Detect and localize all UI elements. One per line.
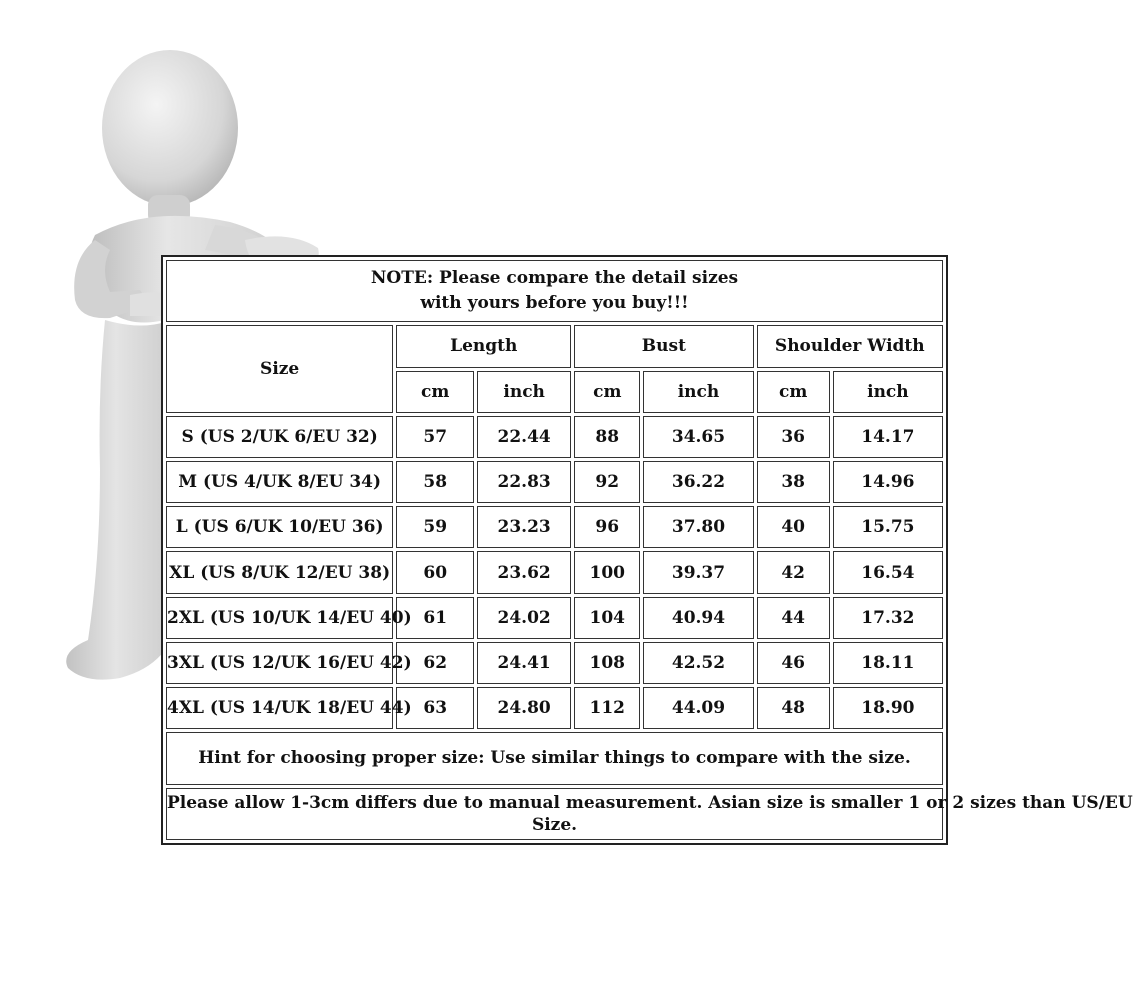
cell-bust-cm: 112 [574,687,640,729]
unit-length-cm: cm [396,371,474,413]
table-row [166,461,943,503]
size-table [163,257,1133,843]
cell-length-inch: 24.02 [477,597,571,639]
header-shoulder-width: Shoulder Width [757,325,943,367]
row-size-label: M (US 4/UK 8/EU 34) [166,461,393,503]
mannequin-leg [66,320,165,680]
cell-length-inch: 24.80 [477,687,571,729]
row-size-label: 2XL (US 10/UK 14/EU 40) [166,597,393,639]
cell-bust-inch: 44.09 [643,687,753,729]
cell-bust-inch: 39.37 [643,551,753,593]
unit-length-inch: inch [477,371,571,413]
cell-length-inch: 22.44 [477,416,571,458]
cell-bust-inch: 40.94 [643,597,753,639]
cell-shoulder-cm: 36 [757,416,830,458]
cell-length-inch: 23.62 [477,551,571,593]
cell-bust-inch: 37.80 [643,506,753,548]
header-length: Length [396,325,571,367]
cell-length-cm: 63 [396,687,474,729]
cell-shoulder-cm: 38 [757,461,830,503]
cell-shoulder-cm: 40 [757,506,830,548]
unit-shoulder-cm: cm [757,371,830,413]
cell-length-inch: 24.41 [477,642,571,684]
cell-bust-cm: 100 [574,551,640,593]
table-row [166,597,943,639]
cell-length-inch: 22.83 [477,461,571,503]
cell-bust-inch: 42.52 [643,642,753,684]
hint-cell: Hint for choosing proper size: Use similar things to compare with the size. [166,732,943,784]
row-size-label: 4XL (US 14/UK 18/EU 44) [166,687,393,729]
cell-length-cm: 61 [396,597,474,639]
cell-length-cm: 62 [396,642,474,684]
allow-line-2: Size. [531,814,578,835]
mannequin-head [102,50,238,206]
header-bust: Bust [574,325,753,367]
allow-note-cell [166,788,1133,840]
cell-length-inch: 23.23 [477,506,571,548]
unit-shoulder-inch: inch [833,371,943,413]
cell-shoulder-cm: 48 [757,687,830,729]
row-size-label: 3XL (US 12/UK 16/EU 42) [166,642,393,684]
cell-bust-cm: 92 [574,461,640,503]
cell-bust-cm: 104 [574,597,640,639]
note-line-1: NOTE: Please compare the detail sizes [370,268,739,289]
cell-bust-inch: 36.22 [643,461,753,503]
cell-shoulder-inch: 16.54 [833,551,943,593]
size-chart-sheet [161,255,1133,845]
row-size-label: XL (US 8/UK 12/EU 38) [166,551,393,593]
cell-shoulder-inch: 14.96 [833,461,943,503]
table-row [166,687,943,729]
note-line-2: with yours before you buy!!! [420,293,689,314]
cell-bust-cm: 108 [574,642,640,684]
cell-shoulder-inch: 14.17 [833,416,943,458]
unit-bust-cm: cm [574,371,640,413]
row-size-label: L (US 6/UK 10/EU 36) [166,506,393,548]
cell-shoulder-inch: 18.11 [833,642,943,684]
header-size: Size [166,325,393,412]
cell-shoulder-cm: 44 [757,597,830,639]
cell-shoulder-inch: 17.32 [833,597,943,639]
cell-shoulder-cm: 46 [757,642,830,684]
cell-length-cm: 59 [396,506,474,548]
table-row [166,506,943,548]
cell-length-cm: 60 [396,551,474,593]
unit-bust-inch: inch [643,371,753,413]
cell-bust-inch: 34.65 [643,416,753,458]
table-row [166,642,943,684]
row-size-label: S (US 2/UK 6/EU 32) [166,416,393,458]
table-row [166,416,943,458]
cell-shoulder-inch: 18.90 [833,687,943,729]
cell-length-cm: 58 [396,461,474,503]
table-row [166,551,943,593]
note-cell [166,260,943,322]
cell-length-cm: 57 [396,416,474,458]
cell-bust-cm: 88 [574,416,640,458]
cell-bust-cm: 96 [574,506,640,548]
allow-line-1: Please allow 1-3cm differs due to manual measurement. Asian size is smaller 1 or 2 sizes than US/EU [167,792,1133,813]
cell-shoulder-inch: 15.75 [833,506,943,548]
cell-shoulder-cm: 42 [757,551,830,593]
